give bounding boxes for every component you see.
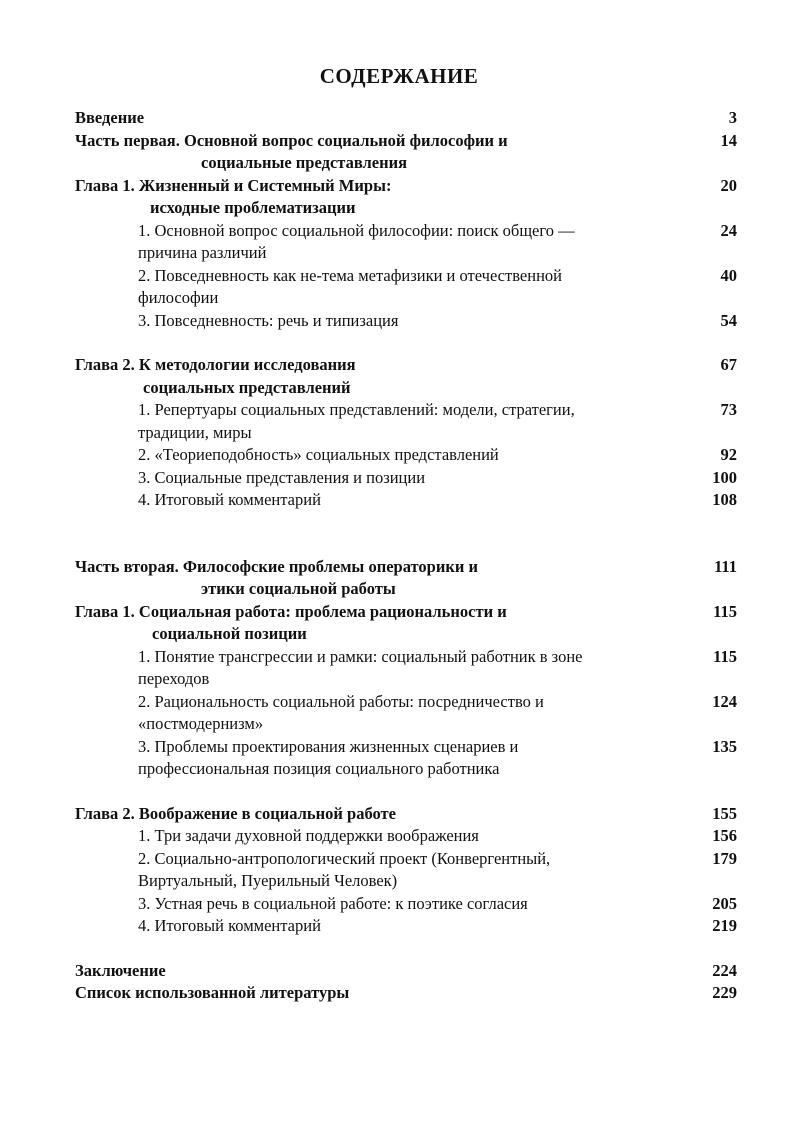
toc-entry-label	[75, 691, 677, 736]
toc-entry-part2-chapter2-section1[interactable]	[75, 825, 737, 848]
toc-entry-label	[75, 736, 677, 781]
toc-entry-label	[75, 556, 677, 601]
toc-entry-line: социальной позиции	[152, 624, 307, 643]
toc-entry-part1-chapter1-section2[interactable]	[75, 265, 737, 310]
toc-entry-page: 179	[712, 848, 737, 868]
toc-entry-line: 3. Проблемы проектирования жизненных сценариев и	[138, 736, 519, 756]
toc-entry-line: Часть первая. Основной вопрос социальной философии и	[75, 130, 508, 150]
toc-entry-label: 4. Итоговый комментарий	[138, 490, 321, 509]
toc-entry-line: причина различий	[138, 243, 267, 262]
toc-entry-page: 205	[712, 893, 737, 913]
toc-entry-part1-chapter2-section1[interactable]	[75, 399, 737, 444]
spacer	[75, 781, 737, 803]
table-of-contents	[75, 107, 737, 1005]
toc-entry-label: 2. «Теориеподобность» социальных представлений	[138, 445, 499, 464]
toc-entry-line: «постмодернизм»	[138, 714, 264, 733]
toc-entry-line: Глава 1. Социальная работа: проблема рациональности и	[75, 601, 507, 621]
toc-entry-line: традиции, миры	[138, 422, 252, 442]
toc-entry-line: Виртуальный, Пуерильный Человек)	[138, 871, 398, 890]
toc-entry-label: Заключение	[75, 960, 166, 980]
toc-entry-page: 14	[720, 130, 737, 150]
toc-entry-line: этики социальной работы	[201, 579, 396, 598]
toc-entry-line: исходные проблематизации	[150, 198, 356, 217]
toc-entry-page: 100	[712, 467, 737, 487]
toc-entry-label	[75, 848, 677, 893]
toc-entry-page: 108	[712, 490, 737, 509]
toc-entry-line: Глава 1. Жизненный и Системный Миры:	[75, 175, 392, 195]
toc-entry-page: 20	[720, 175, 737, 195]
toc-entry-part2-chapter1-section2[interactable]	[75, 691, 737, 736]
toc-entry-part1-chapter1-section1[interactable]	[75, 220, 737, 265]
toc-entry-page: 156	[712, 826, 737, 845]
toc-entry-label	[75, 130, 677, 175]
toc-entry-page: 155	[712, 803, 737, 823]
toc-entry-part2-chapter2-section2[interactable]	[75, 848, 737, 893]
toc-entry-line: переходов	[138, 669, 210, 688]
toc-entry-part-two[interactable]	[75, 556, 737, 601]
toc-entry-label	[75, 601, 677, 646]
toc-entry-page: 115	[713, 601, 737, 621]
toc-entry-part-one[interactable]	[75, 130, 737, 175]
toc-entry-part1-chapter2-section3[interactable]	[75, 467, 737, 490]
spacer	[75, 938, 737, 960]
toc-entry-label: Список использованной литературы	[75, 983, 350, 1002]
toc-entry-label: 3. Повседневность: речь и типизация	[138, 310, 399, 330]
toc-entry-line: 1. Понятие трансгрессии и рамки: социальный работник в зоне	[138, 646, 583, 666]
toc-entry-label	[75, 399, 677, 444]
toc-entry-part2-chapter2[interactable]	[75, 803, 737, 826]
toc-entry-page: 24	[720, 220, 737, 240]
toc-entry-label: Глава 2. Воображение в социальной работе	[75, 803, 396, 823]
toc-entry-page: 135	[712, 736, 737, 756]
toc-entry-label	[75, 265, 677, 310]
toc-entry-label	[75, 175, 677, 220]
toc-entry-page: 111	[714, 556, 737, 576]
toc-entry-line: 1. Репертуары социальных представлений: модели, стратегии,	[138, 400, 575, 419]
toc-entry-line: Глава 2. К методологии исследования	[75, 355, 356, 374]
toc-entry-label: 3. Устная речь в социальной работе: к поэтике согласия	[138, 893, 528, 913]
toc-entry-part1-chapter2-section2[interactable]	[75, 444, 737, 467]
toc-entry-page: 3	[728, 108, 737, 127]
toc-entry-part2-chapter1-section3[interactable]	[75, 736, 737, 781]
toc-entry-label: 1. Три задачи духовной поддержки воображения	[138, 826, 479, 845]
toc-entry-line: профессиональная позиция социального работника	[138, 759, 500, 778]
toc-entry-page: 219	[712, 916, 737, 935]
toc-entry-label: Введение	[75, 108, 145, 127]
toc-entry-part1-chapter1-section3[interactable]	[75, 310, 737, 333]
toc-entry-page: 229	[712, 983, 737, 1002]
page-title: СОДЕРЖАНИЕ	[319, 64, 479, 88]
toc-entry-line: философии	[138, 288, 219, 307]
toc-entry-page: 224	[712, 960, 737, 980]
toc-entry-intro[interactable]	[75, 107, 737, 130]
toc-entry-line: 2. Рациональность социальной работы: посредничество и	[138, 691, 544, 711]
toc-entry-part2-chapter1[interactable]	[75, 601, 737, 646]
toc-entry-page: 54	[720, 310, 737, 330]
toc-entry-part2-chapter1-section1[interactable]	[75, 646, 737, 691]
toc-entry-part2-chapter2-section4[interactable]	[75, 915, 737, 938]
toc-entry-label: 3. Социальные представления и позиции	[138, 467, 426, 487]
toc-entry-page: 67	[720, 355, 737, 374]
toc-entry-references[interactable]	[75, 982, 737, 1005]
toc-entry-line: Часть вторая. Философские проблемы операторики и	[75, 556, 478, 576]
spacer	[75, 332, 737, 354]
toc-entry-line: 2. Социально-антропологический проект (Конвергентный,	[138, 848, 551, 868]
toc-entry-part1-chapter2-section4[interactable]	[75, 489, 737, 512]
toc-entry-part1-chapter2[interactable]	[75, 354, 737, 399]
toc-entry-page: 40	[720, 265, 737, 285]
toc-entry-conclusion[interactable]	[75, 960, 737, 983]
toc-entry-page: 124	[712, 691, 737, 711]
toc-entry-line: 2. Повседневность как не-тема метафизики и отечественной	[138, 265, 562, 285]
toc-entry-line: социальные представления	[201, 153, 408, 172]
toc-entry-label: 4. Итоговый комментарий	[138, 916, 321, 935]
toc-entry-label	[75, 220, 677, 265]
toc-entry-page: 92	[720, 445, 737, 464]
toc-entry-line: 1. Основной вопрос социальной философии: поиск общего —	[138, 220, 575, 240]
toc-entry-label	[75, 354, 677, 399]
toc-entry-page: 115	[713, 646, 737, 666]
toc-entry-page: 73	[720, 400, 737, 419]
toc-entry-part2-chapter2-section3[interactable]	[75, 893, 737, 916]
toc-entry-part1-chapter1[interactable]	[75, 175, 737, 220]
toc-entry-line: социальных представлений	[143, 377, 351, 397]
spacer	[75, 512, 737, 556]
toc-entry-label	[75, 646, 677, 691]
